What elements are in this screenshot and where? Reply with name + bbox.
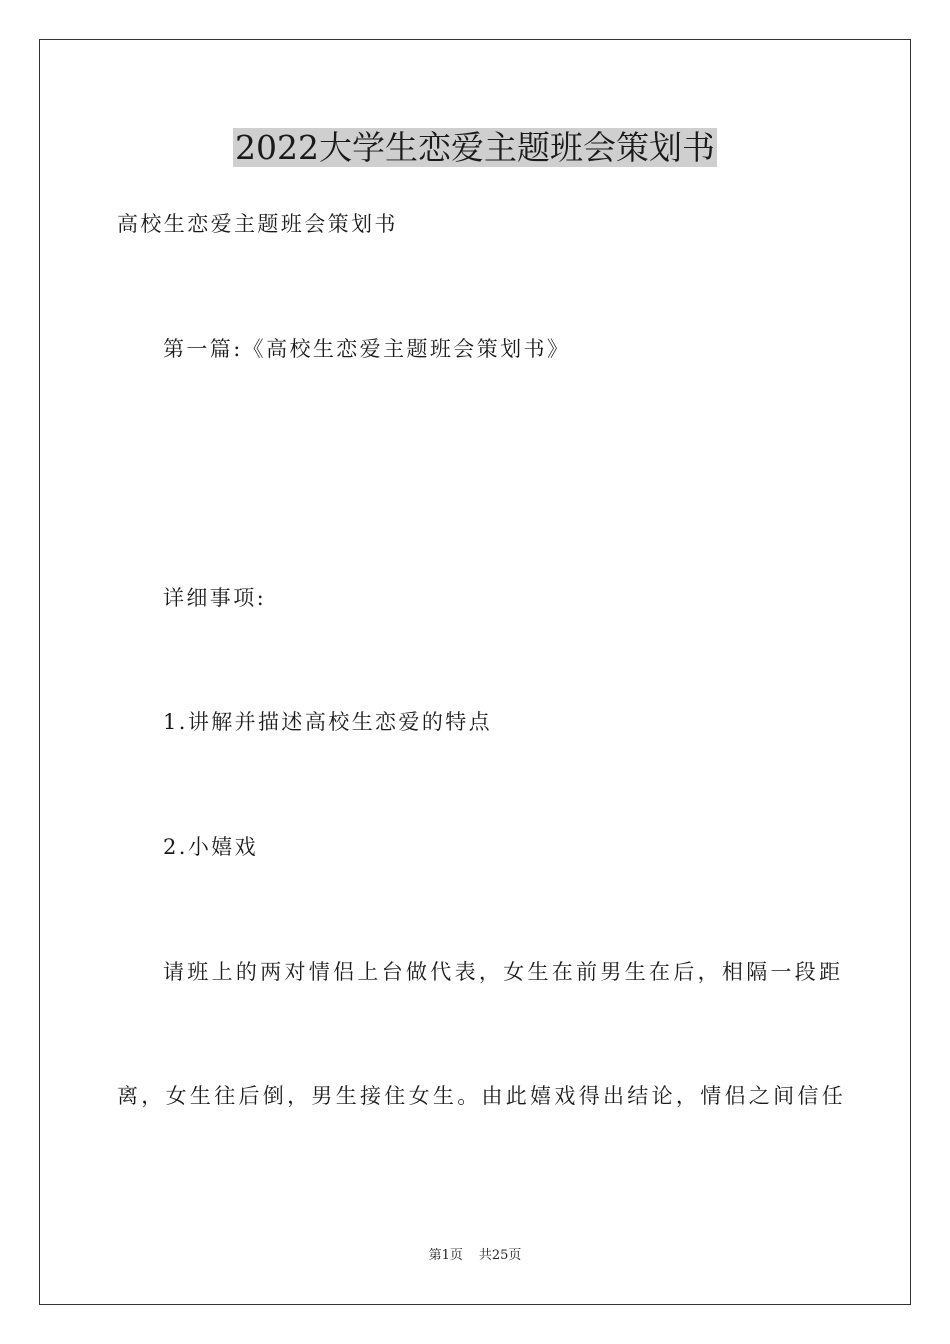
current-page-label: 第1页 xyxy=(428,1248,463,1263)
details-heading: 详细事项: xyxy=(163,586,267,610)
body-text-line-1: 请班上的两对情侣上台做代表，女生在前男生在后，相隔一段距 xyxy=(163,960,844,984)
list-item-2: 2.小嬉戏 xyxy=(163,835,259,859)
subtitle-paragraph: 高校生恋爱主题班会策划书 xyxy=(117,212,398,236)
chapter-heading: 第一篇:《高校生恋爱主题班会策划书》 xyxy=(163,337,571,361)
total-pages-label: 共25页 xyxy=(478,1248,522,1263)
document-title xyxy=(0,127,950,169)
body-text-line-2: 离，女生往后倒，男生接住女生。由此嬉戏得出结论，情侣之间信任 xyxy=(117,1084,846,1108)
page-footer xyxy=(0,1247,950,1265)
list-item-1: 1.讲解并描述高校生恋爱的特点 xyxy=(163,710,493,734)
document-title-highlight: 2022大学生恋爱主题班会策划书 xyxy=(235,128,715,167)
